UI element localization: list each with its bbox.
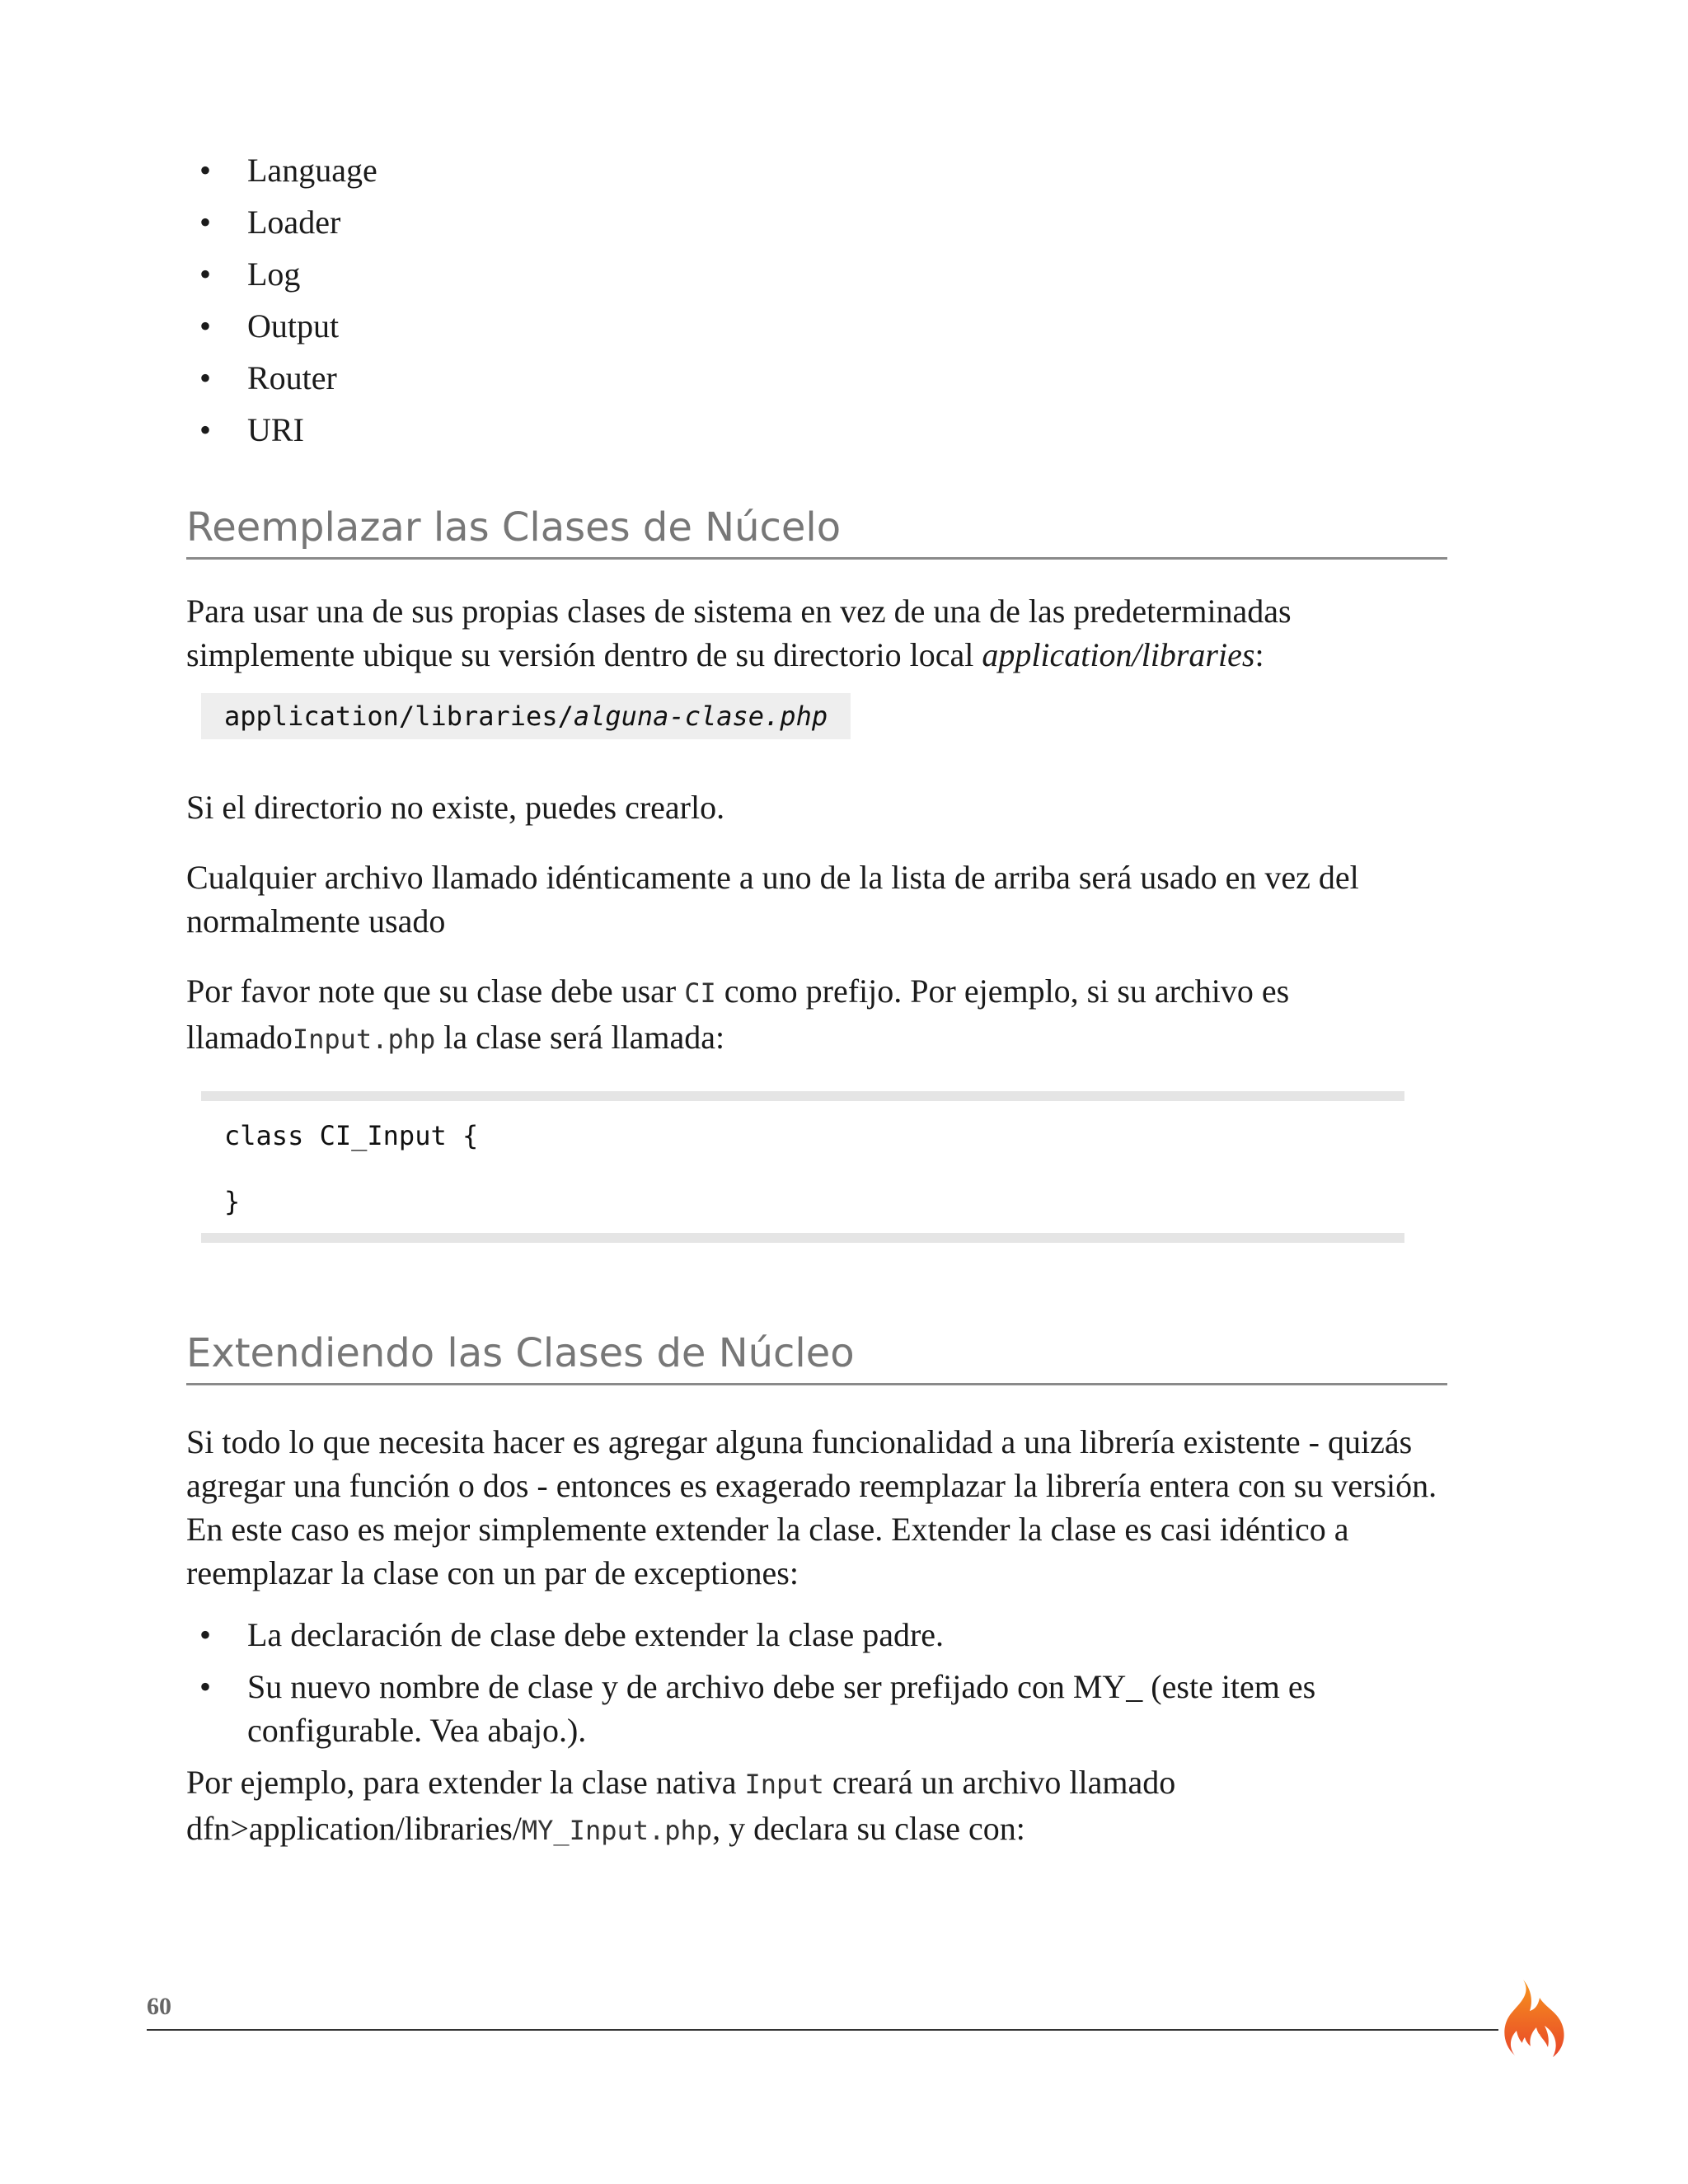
bullet-icon: •	[199, 204, 212, 241]
page-content	[186, 148, 1447, 1853]
code-block-wrapper	[186, 1091, 1447, 1243]
code-line	[224, 1152, 1381, 1185]
codeigniter-flame-icon	[1490, 1978, 1566, 2064]
code-line: class CI_Input {	[224, 1120, 479, 1151]
bullet-icon: •	[199, 1668, 212, 1705]
code-path: application/libraries/alguna-clase.php	[201, 693, 851, 739]
flame-outer	[1504, 1980, 1564, 2057]
bullet-icon: •	[199, 307, 212, 344]
list-item: • Log	[186, 252, 1447, 296]
paragraph: Cualquier archivo llamado idénticamente a uno de la lista de arriba será usado en vez del normalmente usado	[186, 859, 1359, 940]
code-block	[201, 1091, 1404, 1243]
list-item: • La declaración de clase debe extender la clase padre.	[186, 1613, 1447, 1657]
code-line: }	[224, 1186, 241, 1217]
list-item: • Su nuevo nombre de clase y de archivo debe ser prefijado con MY_ (este item es configurable. Vea abajo.).	[186, 1665, 1447, 1752]
code-path-wrapper	[186, 693, 1447, 739]
bullet-icon: •	[199, 411, 212, 448]
bullet-icon: •	[199, 255, 212, 293]
paragraph: Para usar una de sus propias clases de sistema en vez de una de las predeterminadas simplemente ubique su versión dentro de su directorio local application/libraries:	[186, 593, 1292, 673]
core-classes-list	[186, 148, 1447, 452]
paragraph: Por favor note que su clase debe usar CI como prefijo. Por ejemplo, si su archivo es llamadoInput.php la clase será llamada:	[186, 972, 1290, 1056]
list-item: • Loader	[186, 200, 1447, 244]
paragraph: Si el directorio no existe, puedes crearlo.	[186, 789, 725, 826]
bullet-icon: •	[199, 1616, 212, 1653]
page-number: 60	[147, 1993, 171, 2020]
paragraph: Por ejemplo, para extender la clase nativa Input creará un archivo llamado dfn>application/libraries/MY_Input.php, y declara su clase con:	[186, 1764, 1176, 1847]
bullet-icon: •	[199, 152, 212, 189]
list-item: • URI	[186, 408, 1447, 452]
section-heading-replace: Reemplazar las Clases de Núcelo	[186, 503, 1447, 560]
list-item: • Language	[186, 148, 1447, 192]
exceptions-list	[186, 1613, 1447, 1752]
list-item: • Output	[186, 304, 1447, 348]
list-item: • Router	[186, 356, 1447, 400]
paragraph: Si todo lo que necesita hacer es agregar alguna funcionalidad a una librería existente - quizás agregar una función o dos - entonces es exagerado reemplazar la librería entera con su versión. En este caso es mejor simplemente extender la clase. Extender la clase es casi idéntico a reemplazar la clase con un par de exceptiones:	[186, 1423, 1437, 1591]
footer-rule	[147, 2029, 1498, 2031]
section-heading-extend: Extendiendo las Clases de Núcleo	[186, 1329, 1447, 1385]
bullet-icon: •	[199, 359, 212, 396]
